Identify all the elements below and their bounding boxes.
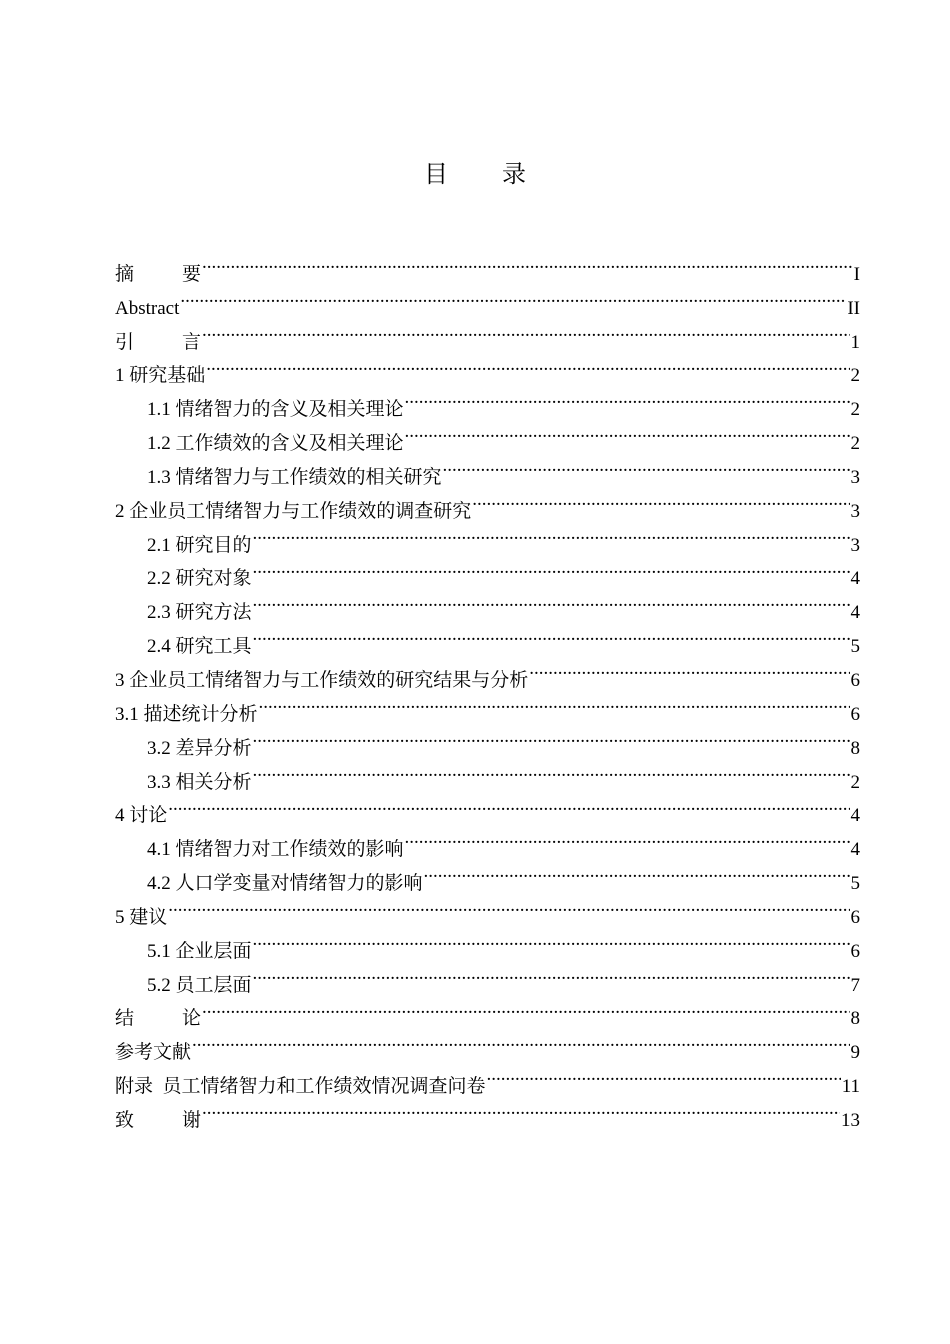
dot-leader xyxy=(253,517,850,551)
toc-entry-label: 2.4 研究工具 xyxy=(147,636,252,658)
toc-entry-page-number: 11 xyxy=(841,1076,860,1098)
toc-entry[interactable] xyxy=(115,314,860,353)
dot-leader xyxy=(253,957,850,991)
toc-entry[interactable] xyxy=(115,923,860,962)
toc-entry-label-char: 结 xyxy=(115,1008,135,1030)
toc-entry-label: 5 建议 xyxy=(115,906,168,928)
dot-leader xyxy=(253,551,850,585)
toc-entry-page-number: 5 xyxy=(850,873,860,895)
toc-entry-label: Abstract xyxy=(115,297,180,319)
toc-entry-page-number: 3 xyxy=(850,500,860,522)
toc-entry[interactable] xyxy=(115,991,860,1030)
toc-entry[interactable] xyxy=(115,788,860,827)
toc-entry-label: 4 讨论 xyxy=(115,805,168,827)
dot-leader xyxy=(202,314,849,348)
toc-entry-label: 1.2 工作绩效的含义及相关理论 xyxy=(147,433,404,455)
toc-title xyxy=(0,158,950,192)
toc-entry-page-number: 4 xyxy=(850,568,860,590)
toc-entry-page-number: II xyxy=(847,297,860,319)
toc-entry-page-number: 13 xyxy=(841,1109,860,1131)
toc-entry-label: 2.1 研究目的 xyxy=(147,534,252,556)
toc-title-char-1: 目 xyxy=(424,162,448,188)
toc-entry[interactable] xyxy=(115,381,860,421)
dot-leader xyxy=(253,923,850,957)
dot-leader xyxy=(253,754,850,788)
dot-leader xyxy=(424,855,850,889)
toc-entry-page-number: 1 xyxy=(850,331,860,353)
dot-leader xyxy=(202,991,849,1025)
dot-leader xyxy=(168,788,849,822)
dot-leader xyxy=(487,1058,841,1092)
toc-entry-label: 1.1 情绪智力的含义及相关理论 xyxy=(147,399,404,421)
toc-entry-page-number: 2 xyxy=(850,399,860,421)
dot-leader xyxy=(253,618,850,652)
toc-entry-label: 3 企业员工情绪智力与工作绩效的研究结果与分析 xyxy=(115,669,529,691)
toc-entry-page-number: 3 xyxy=(850,534,860,556)
dot-leader xyxy=(405,415,850,449)
toc-entry-label-char: 致 xyxy=(115,1109,135,1131)
toc-entry-label: 2.2 研究对象 xyxy=(147,568,252,590)
toc-entry-label-char: 谢 xyxy=(182,1109,202,1131)
toc-entry[interactable] xyxy=(115,280,860,319)
toc-entry-page-number: 2 xyxy=(850,433,860,455)
toc-entry-page-number: 4 xyxy=(850,602,860,624)
toc-entry-page-number: 6 xyxy=(850,669,860,691)
toc-entry[interactable] xyxy=(115,348,860,387)
toc-entry-label: 1.3 情绪智力与工作绩效的相关研究 xyxy=(147,466,442,488)
toc-entry-page-number: 8 xyxy=(850,1008,860,1030)
toc-entry-label xyxy=(115,1002,201,1036)
toc-entry[interactable] xyxy=(115,889,860,928)
toc-entry-label-char: 言 xyxy=(182,331,202,353)
toc-entry-page-number: 2 xyxy=(850,771,860,793)
dot-leader xyxy=(443,449,850,483)
toc-entry-label: 1 研究基础 xyxy=(115,365,206,387)
toc-entry-page-number: 6 xyxy=(850,906,860,928)
dot-leader xyxy=(206,348,849,382)
toc-entry-page-number: 3 xyxy=(850,466,860,488)
toc-entry-page-number: I xyxy=(853,263,860,285)
toc-entry-page-number: 8 xyxy=(850,737,860,759)
toc-entry-label: 参考文献 xyxy=(115,1042,192,1064)
toc-entry-page-number: 6 xyxy=(850,703,860,725)
toc-entry[interactable] xyxy=(115,821,860,861)
toc-entry-label: 4.2 人口学变量对情绪智力的影响 xyxy=(147,873,423,895)
dot-leader xyxy=(192,1024,849,1058)
toc-entry[interactable] xyxy=(115,1024,860,1064)
toc-entry-label xyxy=(115,326,201,360)
toc-entry-label-char: 论 xyxy=(182,1008,202,1030)
toc-entry-page-number: 2 xyxy=(850,365,860,387)
toc-entry-page-number: 4 xyxy=(850,805,860,827)
toc-entry-label: 2 企业员工情绪智力与工作绩效的调查研究 xyxy=(115,500,472,522)
dot-leader xyxy=(253,584,850,618)
dot-leader xyxy=(180,280,846,314)
toc-entry-label: 3.2 差异分析 xyxy=(147,737,252,759)
toc-entry-page-number: 6 xyxy=(850,940,860,962)
toc-entry[interactable] xyxy=(115,1058,860,1098)
table-of-contents xyxy=(115,246,860,1131)
toc-entry-label xyxy=(115,1104,201,1138)
dot-leader xyxy=(405,821,850,855)
toc-entry-label: 5.2 员工层面 xyxy=(147,974,252,996)
toc-entry[interactable] xyxy=(115,1092,860,1131)
dot-leader xyxy=(202,1092,840,1126)
toc-entry-label: 5.1 企业层面 xyxy=(147,940,252,962)
toc-entry-page-number: 9 xyxy=(850,1042,860,1064)
dot-leader xyxy=(529,652,849,686)
dot-leader xyxy=(168,889,849,923)
dot-leader xyxy=(259,686,850,720)
toc-entry-label: 2.3 研究方法 xyxy=(147,602,252,624)
toc-entry-label: 附录 员工情绪智力和工作绩效情况调查问卷 xyxy=(115,1076,486,1098)
dot-leader xyxy=(472,483,849,517)
dot-leader xyxy=(253,720,850,754)
toc-title-char-2: 录 xyxy=(502,162,526,188)
toc-entry-label: 3.1 描述统计分析 xyxy=(115,703,258,725)
toc-entry-page-number: 4 xyxy=(850,839,860,861)
dot-leader xyxy=(202,246,853,280)
toc-entry-label-char: 引 xyxy=(115,331,135,353)
toc-entry-page-number: 7 xyxy=(850,974,860,996)
toc-entry-label-char: 要 xyxy=(182,263,202,285)
toc-entry-label: 3.3 相关分析 xyxy=(147,771,252,793)
toc-entry-page-number: 5 xyxy=(850,636,860,658)
toc-entry-label: 4.1 情绪智力对工作绩效的影响 xyxy=(147,839,404,861)
toc-entry-label-char: 摘 xyxy=(115,263,135,285)
toc-entry[interactable] xyxy=(115,246,860,285)
dot-leader xyxy=(405,381,850,415)
